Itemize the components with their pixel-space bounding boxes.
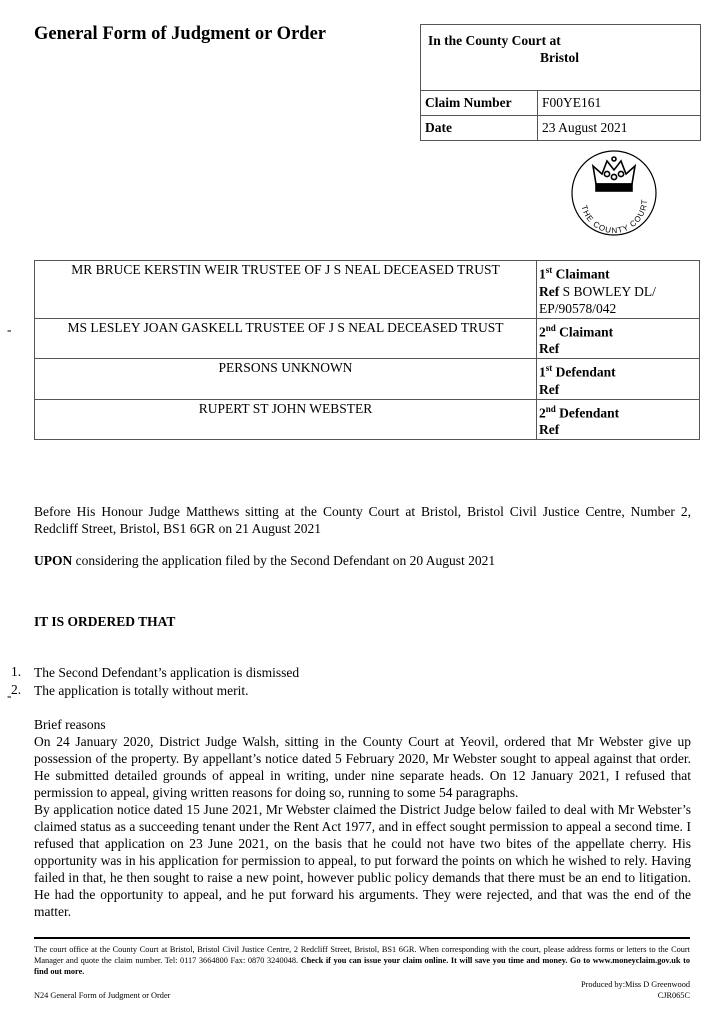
party-name: MR BRUCE KERSTIN WEIR TRUSTEE OF J S NEAL DECEASED TRUST <box>35 261 537 319</box>
court-details-box <box>420 24 701 141</box>
svg-text:THE COUNTY COURT <box>580 198 650 235</box>
party-name: RUPERT ST JOHN WEBSTER <box>35 399 537 440</box>
party-name: MS LESLEY JOAN GASKELL TRUSTEE OF J S NEAL DECEASED TRUST <box>35 318 537 359</box>
county-court-seal <box>569 148 659 238</box>
footer-divider <box>34 937 690 939</box>
party-role: 1st Claimant Ref S BOWLEY DL/ EP/90578/042 <box>537 261 700 319</box>
form-reference: N24 General Form of Judgment or Order <box>34 991 171 1000</box>
party-role: 1st Defendant Ref <box>537 359 700 400</box>
form-code: CJR065C <box>657 991 690 1000</box>
margin-dash: - <box>7 322 12 337</box>
party-role: 2nd Defendant Ref <box>537 399 700 440</box>
party-row <box>35 261 700 319</box>
crown-icon <box>593 157 635 191</box>
court-place: Bristol <box>540 50 579 65</box>
seal-text: THE COUNTY COURT <box>579 198 650 236</box>
court-label: In the County Court at <box>428 33 561 48</box>
upon-keyword: UPON <box>34 553 73 568</box>
upon-text: considering the application filed by the Second Defendant on 20 August 2021 <box>72 553 496 568</box>
order-number: 1. <box>11 664 22 679</box>
footer-text: The court office at the County Court at Bristol, Bristol Civil Justice Centre, 2 Redcliff Street, Bristol, BS1 6GR. When corresponding with the court, please address forms or letters to the Court Manager and quote the claim number. Tel: 0117 3664800 Fax: 0870 3240048. Check if you can issue your claim online. It will save you time and money. Go to www.moneyclaim.gov.uk to find out more. <box>34 945 690 976</box>
ordered-heading: IT IS ORDERED THAT <box>34 614 176 629</box>
reasons-paragraph: By application notice dated 15 June 2021, Mr Webster claimed the District Judge below failed to deal with Mr Webster’s claimed status as a succeeding tenant under the Rent Act 1977, and in effect sought permission to appeal a second time. I refused that application on 23 June 2021, on the basis that he could not have two bites of the appellate cherry. His opportunity was in his application for permission to appeal, to put forward the points on which he wished to rely. Having failed in that, he then sought to raise a new point, however public policy demands that there must be an end to litigation. He had the opportunity to appeal, and he put forward his arguments. They were rejected, and that was the end of the matter. <box>34 802 691 919</box>
footer-online-notice: Check if you can issue your claim online. It will save you time and money. Go to www.moneyclaim.gov.uk to find out more. <box>34 956 690 976</box>
date-value: 23 August 2021 <box>538 116 701 141</box>
party-ref: S BOWLEY DL/ EP/90578/042 <box>539 283 656 316</box>
order-number: 2. <box>11 682 22 697</box>
margin-dash: - <box>7 688 12 703</box>
order-item: The Second Defendant’s application is dismissed <box>34 665 300 680</box>
parties-table <box>34 260 700 440</box>
party-row <box>35 399 700 440</box>
before-paragraph: Before His Honour Judge Matthews sitting at the County Court at Bristol, Bristol Civil Justice Centre, Number 2, Redcliff Street, Bristol, BS1 6GR on 21 August 2021 <box>34 504 691 536</box>
form-title: General Form of Judgment or Order <box>34 24 326 44</box>
reasons-heading: Brief reasons <box>34 717 106 732</box>
reasons-paragraph: On 24 January 2020, District Judge Walsh, sitting in the County Court at Yeovil, ordered that Mr Webster give up possession of the property. By appellant’s notice dated 5 February 2020, Mr Webster sought to appeal against that order. He submitted detailed grounds of appeal in writing, under nine separate heads. On 12 January 2021, I refused that permission to appeal, giving written reasons for doing so, running to some 54 paragraphs. <box>34 734 691 800</box>
claim-number-value: F00YE161 <box>542 95 602 110</box>
date-label: Date <box>421 116 538 141</box>
party-row <box>35 318 700 359</box>
order-item: The application is totally without merit. <box>34 683 249 698</box>
upon-paragraph <box>34 552 691 569</box>
party-row <box>35 359 700 400</box>
party-role: 2nd Claimant Ref <box>537 318 700 359</box>
party-name: PERSONS UNKNOWN <box>35 359 537 400</box>
claim-number-label: Claim Number <box>421 91 538 116</box>
produced-by: Produced by:Miss D Greenwood CJR065C <box>581 980 690 1000</box>
court-heading <box>421 25 700 91</box>
